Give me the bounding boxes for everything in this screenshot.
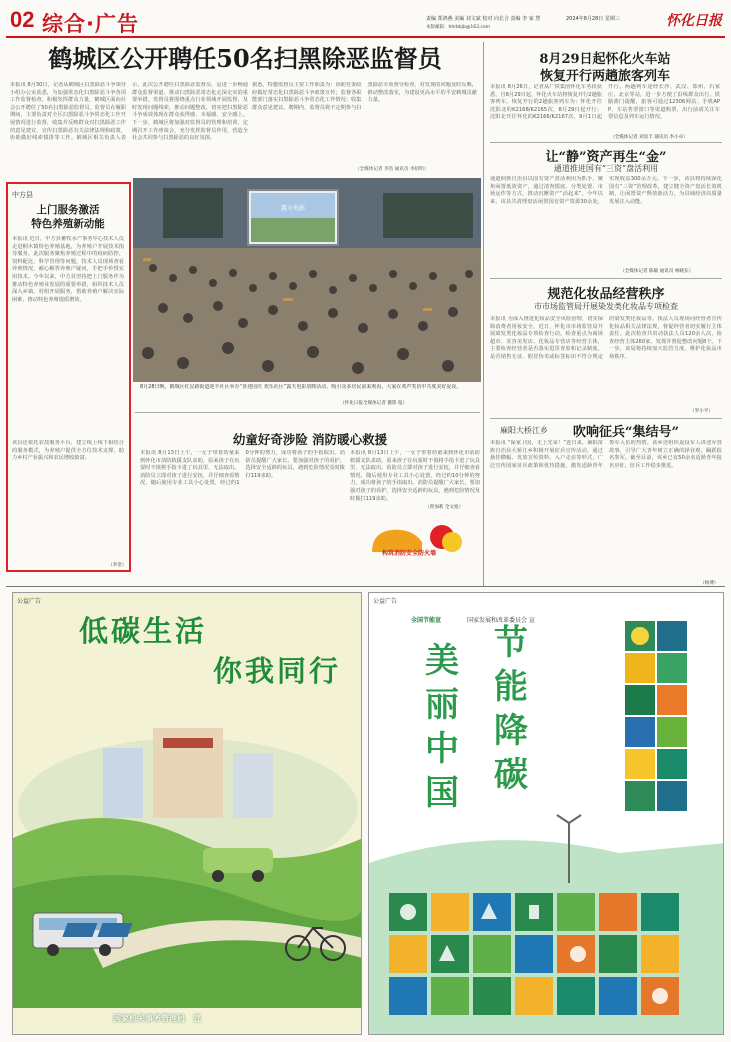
cosmetics-rule: [490, 418, 722, 419]
mayang-story-credit: （杨博）: [700, 581, 719, 586]
masthead-rule: [6, 36, 725, 38]
slogan-char: 中: [425, 729, 459, 769]
vertical-rule: [483, 42, 484, 587]
cosmetics-subtitle: 市市场监管局开展染发类化妆品专项检查: [534, 302, 678, 311]
left-public-ad: [12, 592, 362, 1035]
right-ad-label: 公益广告: [373, 598, 398, 605]
cosmetics-story-credit: （罗小平）: [690, 409, 713, 414]
right-public-ad: [368, 592, 724, 1035]
slogan-char: 降: [494, 711, 528, 751]
mayang-story-body: 本报讯 “保家卫国，无上光荣！”连日来，麻阳苗族自治县大桥江乡积极开展征兵宣传活动，通过悬挂横幅、发放宣传资料、入户走访等形式，广泛宣传国家征兵政策和优待措施，激发适龄青年参军入伍的热情。该乡还组织退役军人讲述军营故事，引导广大青年树立正确的择业观，踊跃报名参军。截至目前，该乡已有50余名适龄青年报名应征，征兵工作稳步推进。: [490, 440, 722, 469]
fire-story-credit: （曾加莉 全文旭）: [425, 505, 464, 510]
main-story-credit: （全媒体记者 李浩 通讯员 李绍明）: [355, 167, 429, 172]
asset-headline: 让“静”资产再生“金”: [545, 150, 667, 165]
train-story-body: 本报讯 8月26日，记者从广铁集团怀化车务段获悉，自8月29日起，怀化火车站将恢复开行2趟旅客列车。恢复开行的2趟旅客列车为：怀化开往沈阳北的K2168/K2165次，8月29日起开行；沈阳北开往怀化的K2166/K2167次，9月1日起开行。两趟列车途经长沙、武汉、郑州、石家庄、北京等站，进一步方便了沿线群众出行。铁路部门提醒，旅客可通过12306网站、手机APP、车站售票窗口等渠道购票，出行前请关注车票信息及列车运行情况。: [490, 84, 720, 121]
cosmetics-story-body: 本报讯 为深入推进化妆品安全风险治理，切实保障消费者用妆安全，近日，怀化市市场监管局开展染发类化妆品专项检查行动。检查重点为商场超市、美容美发店、化妆品专营店等经营主体，主要检查经营者是否落实进货查验和记录制度，是否销售无证、假冒伪劣或标签标识不符合规定的染发类化妆品等。执法人员现场向经营者宣传化妆品相关法律法规，督促经营者切实履行主体责任。此次检查共出动执法人员120余人次，检查经营主体260家，发现并督促整改问题8个。下一步，该局将持续加大监管力度，维护化妆品市场秩序。: [490, 316, 722, 360]
outdoor-movie-photo: [133, 178, 481, 382]
zhongfang-story-body: 本报讯 近日，中方县畜牧水产事务中心技术人员走进桐木镇特色养殖基地，为养殖户开展技术指导服务。此次服务聚焦养殖过程中的疫病防控、饲料配比、科学管理等问题，技术人员现场查看养殖情况，耐心解答养殖户疑问，手把手传授实用技术。今年以来，中方县坚持把上门服务作为推动特色养殖业发展的重要举措，组织技术人员深入乡镇、村组开展服务，帮助养殖户解决实际困难，推动特色养殖提质增效。: [12, 236, 124, 303]
left-ad-label: 公益广告: [17, 598, 42, 605]
low-carbon-illustration: [13, 688, 362, 1008]
right-ad-brand: 全国节能宣: [411, 617, 442, 624]
left-ad-line2: 你我同行: [213, 654, 342, 688]
photo-credit: （怀化日报全媒体记者 摄影 报）: [340, 401, 408, 406]
asset-story-body: 通道侗族自治县以国有资产盘活利用为抓手，聚焦闲置低效资产，通过清查摸底、分类处置、市场运作等方式，推动沉睡资产“活起来”。今年以来，该县共清理盘活闲置国有资产资源30余处，实现收益300余万元。下一步，该县将持续深化国有“三资”管理改革，建立健全资产盘活长效机制，让闲置资产释放新活力，为县域经济高质量发展注入动能。: [490, 176, 722, 205]
paper-name: 怀化日报: [666, 13, 722, 29]
main-story-body-2: 据悉，特邀监督员主要工作职责为：协助党委政府做好常态化扫黑除恶斗争政策宣传；监督各职能部门落实扫黑除恶斗争常态化工作情况；收集群众意见建议。聘期内，监督员将不定期参与扫黑除恶专项督导检查，对发现的问题及时反映，推动整改落实，为建设更高水平的平安鹤城贡献力量。: [252, 82, 477, 111]
mayang-county: 麻阳大桥江乡: [500, 426, 548, 435]
fire-safety-logo: [352, 512, 478, 566]
ads-rule: [6, 586, 725, 587]
zhongfang-headline-2: 特色养殖新动能: [31, 218, 105, 230]
train-headline-2: 恢复开行两趟旅客列车: [539, 69, 670, 84]
contact-line: 本版邮箱：hhrbbjb@163.com: [426, 25, 491, 30]
car-icon: [203, 848, 273, 873]
right-ad-org: 国家发展和改革委员会 宣: [467, 617, 535, 624]
zhongfang-story-body-2: 该县还依托农技服务平台，建立线上线下相结合的服务模式，为养殖户提供全方位技术支撑，助力乡村产业振兴和农民增收致富。: [12, 440, 124, 462]
asset-subtitle: 通道推进国有“三资”盘活利用: [553, 164, 659, 173]
editors-line: 责编 郑鸿燕 美编 刘文斌 校对 向长合 责编 李 家 慧: [426, 16, 541, 22]
slogan-char: 碳: [494, 755, 528, 795]
asset-rule: [490, 278, 722, 279]
cosmetics-headline: 规范化妆品经营秩序: [547, 287, 665, 302]
fire-story-body: 本报讯 8月13日上午，一女子带着幼童来到怀化市消防救援支队求助，原来孩子在玩耍时不慎将手指卡进了玩具里，无法取出。消防员立即对孩子进行安抚，并仔细查看情况，随后使用专业工具小心处置，经过约10分钟的努力，成功将孩子的手指取出。消防员提醒广大家长，要加强对孩子的看护，选择安全适龄的玩具，遇到危险情况及时拨打119求助。: [140, 450, 345, 487]
zhongfang-credit: （李金）: [108, 563, 127, 568]
photo-caption: 8月28日晚，鹤城区红星路街道迎丰社区举办“喜迎国庆 欢乐社区”露天电影放映活动，吸引众多居民前来观看，大家在欢声笑语中共度美好夏夜。: [140, 384, 462, 390]
masthead: [6, 6, 725, 36]
left-ad-footer: 国家机关事务管理局 宣: [113, 1014, 201, 1023]
slogan-char: 能: [494, 667, 528, 707]
slogan-char: 丽: [425, 685, 459, 725]
screen-title: 露天电影: [280, 205, 306, 212]
zhongfang-headline: 上门服务激活: [36, 204, 100, 216]
crowd-illustration: [133, 178, 481, 382]
main-story-body: 本报讯 8月30日，记者从鹤城区扫黑除恶斗争领导小组办公室获悉，为加强常态化扫黑除恶斗争各项工作监督检查，积极发挥群众力量，鹤城区面向社会公开聘任了50名扫黑除恶监督员。监督员在履职期间，主要负责对全区扫黑除恶斗争常态化工作开展情况进行监督，收集并反映群众对扫黑除恶工作的意见建议，宣传扫黑除恶有关法律法规和政策，协助做好线索摸排等工作。鹤城区相关负责人表示，此次公开聘任扫黑除恶监督员，是进一步畅通群众监督渠道、推动扫黑除恶常态化走深走实的重要举措。监督员将围绕重点行业领域开展监督，及时发现问题线索，推动问题整改，切实把扫黑除恶斗争成效体现在群众获得感、幸福感、安全感上。下一步，鹤城区将加强对监督员的管理和培训，定期召开工作座谈会，充分发挥监督员作用，营造全社会共同参与扫黑除恶的良好氛围。: [10, 82, 248, 142]
asset-story-credit: （全媒体记者 陈敏 通讯员 林晓东）: [620, 269, 694, 274]
fire-headline: 幼童好奇涉险 消防暖心救援: [232, 432, 388, 447]
page-number: 02: [10, 7, 35, 32]
fire-story-body-2: 本报讯 8月13日上午，一女子带着幼童来到怀化市消防救援支队求助，原来孩子在玩耍时不慎将手指卡进了玩具里，无法取出。消防员立即对孩子进行安抚，并仔细查看情况，随后使用专业工具小心处置，经过约10分钟的努力，成功将孩子的手指取出。消防员提醒广大家长，要加强对孩子的看护，选择安全适龄的玩具，遇到危险情况及时拨打119求助。: [350, 450, 480, 502]
slogan-char: 国: [425, 773, 459, 813]
train-headline: 8月29日起怀化火车站: [539, 52, 671, 67]
mayang-headline: 吹响征兵“集结号”: [573, 425, 679, 440]
date-line: 2024年8月28日 星期三: [566, 16, 620, 22]
train-rule: [490, 142, 722, 143]
section-title: 综合·广告: [42, 12, 139, 36]
train-story-credit: （全媒体记者 刘显丰 通讯员 李小卓）: [610, 135, 688, 140]
left-ad-line1: 低碳生活: [79, 614, 208, 648]
slogan-char: 美: [425, 641, 459, 681]
energy-icon-grid: [369, 593, 724, 1035]
main-headline: 鹤城区公开聘任50名扫黑除恶监督员: [48, 44, 442, 73]
slogan-char: 节: [494, 623, 528, 663]
photo-rule: [135, 412, 480, 413]
zhongfang-county: 中方县: [12, 191, 33, 199]
fire-logo-label: 构筑消防安全防火墙: [382, 550, 437, 557]
